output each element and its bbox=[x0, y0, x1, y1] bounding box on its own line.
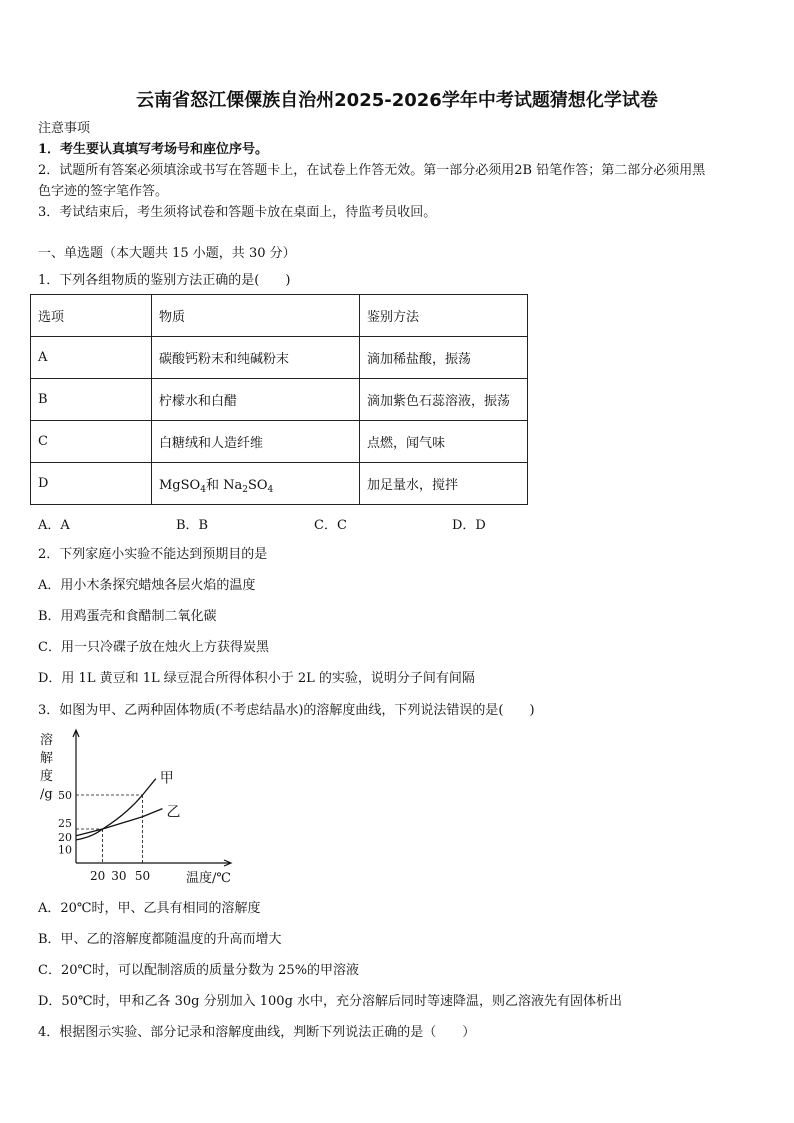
table-cell: A bbox=[31, 337, 152, 379]
notice-heading: 注意事项 bbox=[38, 121, 91, 136]
q2-option: C．用一只冷碟子放在烛火上方获得炭黑 bbox=[38, 640, 269, 655]
page-title: 云南省怒江傈僳族自治州2025-2026学年中考试题猜想化学试卷 bbox=[136, 90, 658, 111]
table-header-cell: 物质 bbox=[152, 295, 360, 337]
q3-option: D．50℃时，甲和乙各 30g 分别加入 100g 水中，充分溶解后同时等速降温，则乙溶液先有固体析出 bbox=[38, 994, 623, 1009]
solubility-chart bbox=[34, 727, 244, 892]
q1-option-c: C．C bbox=[314, 518, 347, 533]
y-axis-label: 溶 bbox=[40, 733, 54, 748]
formula-text: 和 Na bbox=[205, 478, 243, 493]
table-row bbox=[31, 421, 528, 463]
table-cell: C bbox=[31, 421, 152, 463]
y-tick-label: 25 bbox=[58, 817, 72, 830]
table-row bbox=[31, 295, 528, 337]
x-tick-label: 20 bbox=[89, 869, 106, 883]
y-tick-label: 20 bbox=[58, 830, 72, 844]
question-stem: 2．下列家庭小实验不能达到预期目的是 bbox=[38, 547, 268, 562]
notice-item: 2．试题所有答案必须填涂或书写在答题卡上，在试卷上作答无效。第一部分必须用2B 铅笔作答；第二部分必须用黑 bbox=[38, 163, 706, 178]
table-row bbox=[31, 463, 528, 505]
q1-option-d: D．D bbox=[452, 518, 486, 533]
q1-table bbox=[30, 294, 528, 505]
table-cell: 滴加稀盐酸，振荡 bbox=[360, 337, 528, 379]
x-tick-label: 30 bbox=[111, 869, 127, 883]
table-cell-formula bbox=[152, 463, 360, 505]
y-tick-label: 50 bbox=[58, 789, 72, 802]
series-line-yi bbox=[76, 809, 162, 836]
q2-option: B．用鸡蛋壳和食醋制二氧化碳 bbox=[38, 609, 217, 624]
table-row bbox=[31, 337, 528, 379]
table-row bbox=[31, 379, 528, 421]
formula-text: MgSO bbox=[159, 478, 201, 493]
x-axis-label: 温度/℃ bbox=[186, 871, 231, 886]
table-cell: 点燃，闻气味 bbox=[360, 421, 528, 463]
table-cell: 白糖绒和人造纤维 bbox=[152, 421, 360, 463]
y-axis-label: 解 bbox=[40, 751, 54, 766]
y-tick-label: 10 bbox=[58, 843, 72, 857]
notice-item: 3．考试结束后，考生须将试卷和答题卡放在桌面上，待监考员收回。 bbox=[38, 205, 437, 220]
series-line-jia bbox=[76, 779, 156, 840]
series-label: 甲 bbox=[159, 770, 174, 787]
table-cell: 滴加紫色石蕊溶液，振荡 bbox=[360, 379, 528, 421]
formula-subscript: 4 bbox=[267, 485, 274, 495]
y-axis-label: 度 bbox=[40, 769, 54, 784]
notice-item: 色字迹的签字笔作答。 bbox=[38, 184, 169, 199]
table-header-cell: 鉴别方法 bbox=[360, 295, 528, 337]
q2-option: D．用 1L 黄豆和 1L 绿豆混合所得体积小于 2L 的实验，说明分子间有间隔 bbox=[38, 671, 475, 686]
q3-option: B．甲、乙的溶解度都随温度的升高而增大 bbox=[38, 932, 282, 947]
x-tick-label: 50 bbox=[134, 869, 151, 883]
section-heading: 一、单选题（本大题共 15 小题，共 30 分） bbox=[38, 246, 296, 261]
question-stem: 4．根据图示实验、部分记录和溶解度曲线，判断下列说法正确的是（ ） bbox=[38, 1025, 476, 1040]
table-cell: D bbox=[31, 463, 152, 505]
q1-option-b: B．B bbox=[176, 518, 209, 533]
question-stem: 1．下列各组物质的鉴别方法正确的是( ) bbox=[38, 273, 291, 288]
table-cell: 加足量水，搅拌 bbox=[360, 463, 528, 505]
notice-item: 1．考生要认真填写考场号和座位序号。 bbox=[38, 142, 269, 157]
table-header-cell: 选项 bbox=[31, 295, 152, 337]
table-cell: 柠檬水和白醋 bbox=[152, 379, 360, 421]
series-label: 乙 bbox=[166, 804, 181, 821]
question-stem: 3．如图为甲、乙两种固体物质(不考虑结晶水)的溶解度曲线，下列说法错误的是( ) bbox=[38, 703, 535, 718]
y-axis-label: /g bbox=[40, 787, 53, 802]
table-cell: B bbox=[31, 379, 152, 421]
formula-subscript: 2 bbox=[242, 485, 248, 495]
table-cell: 碳酸钙粉末和纯碱粉末 bbox=[152, 337, 360, 379]
q3-option: A．20℃时，甲、乙具有相同的溶解度 bbox=[38, 901, 261, 916]
formula-text: SO bbox=[247, 478, 268, 493]
formula-subscript: 4 bbox=[200, 485, 206, 495]
q2-option: A．用小木条探究蜡烛各层火焰的温度 bbox=[38, 578, 256, 593]
q3-option: C．20℃时，可以配制溶质的质量分数为 25%的甲溶液 bbox=[38, 963, 360, 978]
q1-option-a: A．A bbox=[38, 518, 70, 533]
